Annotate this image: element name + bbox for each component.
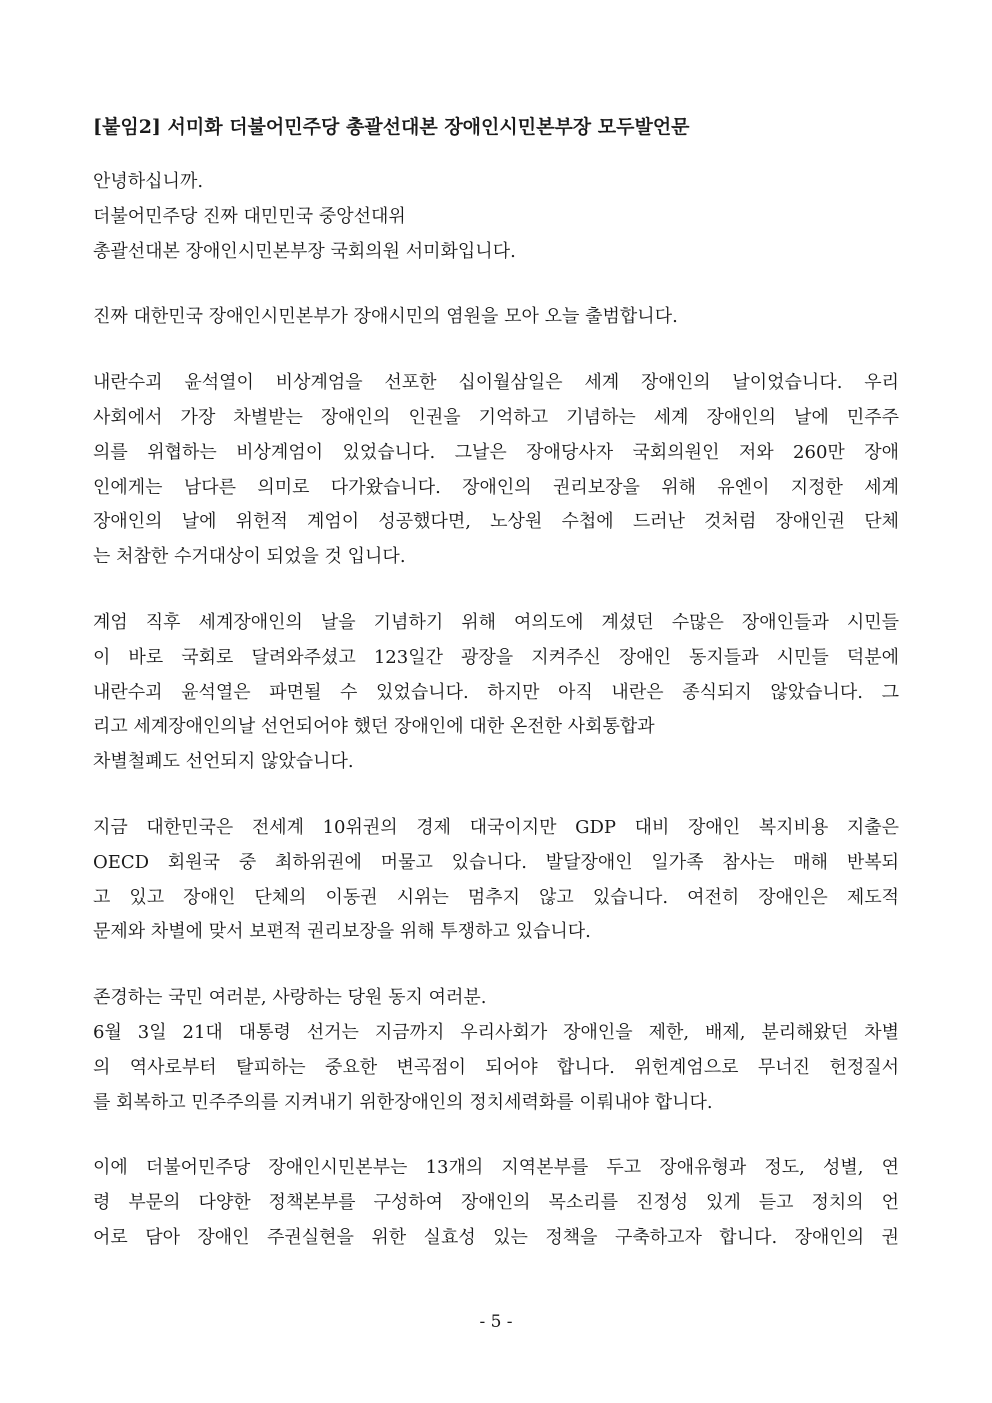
text-line: 더불어민주당 진짜 대민민국 중앙선대위 — [93, 205, 406, 227]
text-line: 지금 대한민국은 전세계 10위권의 경제 대국이지만 GDP 대비 장애인 복지비용 지출은 — [93, 816, 899, 838]
document-title: [붙임2] 서미화 더불어민주당 총괄선대본 장애인시민본부장 모두발언문 — [93, 116, 690, 138]
paragraph — [93, 981, 899, 1120]
text-line: 의를 위협하는 비상계엄이 있었습니다. 그날은 장애당사자 국회의원인 저와 260만 장애 — [93, 441, 899, 463]
text-line: 진짜 대한민국 장애인시민본부가 장애시민의 염원을 모아 오늘 출범합니다. — [93, 306, 678, 328]
text-line: 사회에서 가장 차별받는 장애인의 인권을 기억하고 기념하는 세계 장애인의 날에 민주주 — [93, 406, 899, 428]
text-line: OECD 회원국 중 최하위권에 머물고 있습니다. 발달장애인 일가족 참사는 매해 반복되 — [93, 851, 899, 873]
text-line: 문제와 차별에 맞서 보편적 권리보장을 위해 투쟁하고 있습니다. — [93, 921, 591, 943]
text-line: 이 바로 국회로 달려와주셨고 123일간 광장을 지켜주신 장애인 동지들과 시민들 덕분에 — [93, 646, 899, 668]
document-body — [93, 108, 899, 1287]
text-line: 6월 3일 21대 대통령 선거는 지금까지 우리사회가 장애인을 제한, 배제, 분리해왔던 차별 — [93, 1021, 899, 1043]
paragraph-list — [93, 165, 899, 1256]
paragraph — [93, 366, 899, 575]
paragraph — [93, 1151, 899, 1255]
text-line: 령 부문의 다양한 정책본부를 구성하여 장애인의 목소리를 진정성 있게 듣고 정치의 언 — [93, 1192, 899, 1214]
text-line: 총괄선대본 장애인시민본부장 국회의원 서미화입니다. — [93, 240, 516, 262]
text-line: 장애인의 날에 위헌적 계엄이 성공했다면, 노상원 수첩에 드러난 것처럼 장애인권 단체 — [93, 511, 899, 533]
text-line: 내란수괴 윤석열은 파면될 수 있었습니다. 하지만 아직 내란은 종식되지 않았습니다. 그 — [93, 681, 899, 703]
text-line: 어로 담아 장애인 주권실현을 위한 실효성 있는 정책을 구축하고자 합니다. 장애인의 권 — [93, 1226, 899, 1248]
text-line: 고 있고 장애인 단체의 이동권 시위는 멈추지 않고 있습니다. 여전히 장애인은 제도적 — [93, 886, 899, 908]
text-line: 는 처참한 수거대상이 되었을 것 입니다. — [93, 546, 406, 568]
paragraph — [93, 811, 899, 950]
text-line: 안녕하십니까. — [93, 171, 204, 192]
text-line: 인에게는 남다른 의미로 다가왔습니다. 장애인의 권리보장을 위해 유엔이 지정한 세계 — [93, 476, 899, 498]
paragraph — [93, 300, 899, 335]
paragraph — [93, 165, 899, 269]
text-line: 차별철폐도 선언되지 않았습니다. — [93, 751, 354, 773]
text-line: 리고 세계장애인의날 선언되어야 했던 장애인에 대한 온전한 사회통합과 — [93, 716, 655, 738]
paragraph — [93, 606, 899, 780]
text-line: 이에 더불어민주당 장애인시민본부는 13개의 지역본부를 두고 장애유형과 정도, 성별, 연 — [93, 1157, 899, 1179]
text-line: 의 역사로부터 탈피하는 중요한 변곡점이 되어야 합니다. 위헌계엄으로 무너진 헌정질서 — [93, 1056, 899, 1078]
page-number: - 5 - — [479, 1312, 513, 1332]
text-line: 존경하는 국민 여러분, 사랑하는 당원 동지 여러분. — [93, 987, 487, 1009]
text-line: 를 회복하고 민주주의를 지켜내기 위한장애인의 정치세력화를 이뤄내야 합니다. — [93, 1091, 713, 1113]
text-line: 내란수괴 윤석열이 비상계엄을 선포한 십이월삼일은 세계 장애인의 날이었습니다. 우리 — [93, 372, 899, 394]
text-line: 계엄 직후 세계장애인의 날을 기념하기 위해 여의도에 계셨던 수많은 장애인들과 시민들 — [93, 611, 899, 633]
